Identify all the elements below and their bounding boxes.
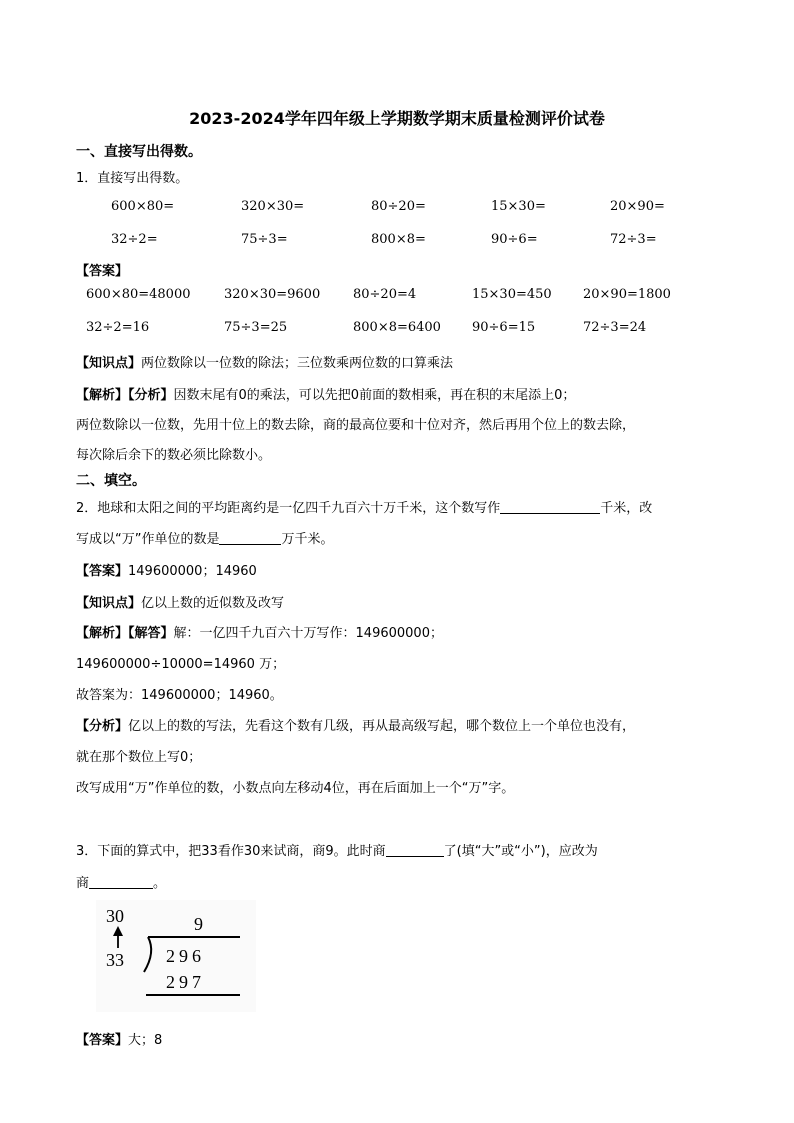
q3-text: 了(填“大”或“小”)，应改为 — [443, 844, 598, 859]
answer-blank[interactable] — [386, 842, 444, 857]
estimate-number: 30 — [106, 906, 124, 926]
knowledge-tag: 【知识点】 — [76, 356, 142, 371]
q2-line1 — [76, 497, 652, 516]
q2-analysis-line — [76, 715, 635, 734]
q1-answer-item: 80÷20=4 — [353, 287, 417, 302]
q1-answer-item: 15×30=450 — [472, 287, 552, 302]
analysis-tag: 【解析】 — [76, 388, 129, 403]
q2-text: 万千米。 — [281, 532, 334, 547]
analysis-text: 亿以上的数的写法，先看这个数有几级，再从最高级写起，哪个数位上一个单位也没有， — [128, 719, 636, 734]
knowledge-tag: 【知识点】 — [76, 596, 142, 611]
q1-item: 15×30= — [491, 199, 546, 214]
q1-prompt: 1．直接写出得数。 — [76, 171, 189, 186]
q1-answer-item: 320×30=9600 — [224, 287, 321, 302]
q1-item: 90÷6= — [491, 232, 538, 247]
q1-answer-item: 75÷3=25 — [224, 320, 288, 335]
long-division-figure — [96, 900, 256, 1012]
q3-text: 。 — [153, 876, 167, 891]
q3-text: 商 — [76, 876, 90, 891]
q2-analysis-line: 就在那个数位上写0； — [76, 750, 202, 765]
section2-heading: 二、填空。 — [76, 473, 146, 489]
q1-answer-item: 32÷2=16 — [86, 320, 150, 335]
q1-answer-item: 90÷6=15 — [472, 320, 536, 335]
q1-analysis-line: 每次除后余下的数必须比除数小。 — [76, 448, 272, 463]
q2-solve-line: 故答案为：149600000；14960。 — [76, 688, 283, 703]
knowledge-text: 亿以上数的近似数及改写 — [141, 596, 285, 611]
q1-item: 75÷3= — [241, 232, 288, 247]
analysis-sub-tag: 【分析】 — [76, 719, 129, 734]
knowledge-text: 两位数除以一位数的除法；三位数乘两位数的口算乘法 — [141, 356, 454, 371]
divisor-number: 33 — [106, 950, 124, 970]
q2-answer — [76, 560, 257, 579]
section1-heading: 一、直接写出得数。 — [76, 144, 202, 160]
q2-line2 — [76, 528, 334, 547]
q1-item: 800×8= — [371, 232, 426, 247]
dividend-number: 296 — [166, 946, 205, 966]
solve-text: 解：一亿四千九百六十万写作：149600000； — [173, 626, 443, 641]
q1-analysis-line — [76, 384, 575, 403]
q1-answer-item: 600×80=48000 — [86, 287, 191, 302]
q1-item: 72÷3= — [610, 232, 657, 247]
q3-answer — [76, 1029, 162, 1048]
analysis-tag: 【解析】 — [76, 626, 129, 641]
answer-blank[interactable] — [89, 874, 153, 889]
q2-text: 2．地球和太阳之间的平均距离约是一亿四千九百六十万千米，这个数写作 — [76, 501, 501, 516]
q1-knowledge — [76, 352, 453, 371]
q1-item: 20×90= — [610, 199, 665, 214]
solve-tag: 【解答】 — [128, 626, 174, 641]
analysis-sub-tag: 【分析】 — [128, 388, 174, 403]
q1-answer-item: 20×90=1800 — [583, 287, 671, 302]
q1-analysis-line: 两位数除以一位数，先用十位上的数去除，商的最高位要和十位对齐，然后再用个位上的数去除， — [76, 418, 636, 433]
q1-answer-tag: 【答案】 — [76, 264, 129, 279]
q1-item: 32÷2= — [111, 232, 158, 247]
answer-tag: 【答案】 — [76, 1033, 129, 1048]
answer-blank[interactable] — [219, 530, 281, 545]
q2-solve-line — [76, 622, 443, 641]
q2-knowledge — [76, 592, 284, 611]
analysis-text: 因数末尾有0的乘法，可以先把0前面的数相乘，再在积的末尾添上0； — [173, 388, 576, 403]
q2-text: 千米，改 — [600, 501, 653, 516]
q3-line2 — [76, 872, 166, 891]
q2-analysis-line: 改写成用“万”作单位的数，小数点向左移动4位，再在后面加上一个“万”字。 — [76, 781, 515, 796]
q3-line1 — [76, 840, 598, 859]
quotient-number: 9 — [194, 914, 203, 934]
q1-answer-item: 72÷3=24 — [583, 320, 647, 335]
q1-item: 320×30= — [241, 199, 305, 214]
q1-item: 80÷20= — [371, 199, 426, 214]
answer-blank[interactable] — [500, 499, 600, 514]
product-number: 297 — [166, 972, 205, 992]
answer-text: 149600000；14960 — [128, 564, 257, 579]
q1-item: 600×80= — [111, 199, 175, 214]
answer-tag: 【答案】 — [76, 564, 129, 579]
q1-answer-item: 800×8=6400 — [353, 320, 441, 335]
q2-text: 写成以“万”作单位的数是 — [76, 532, 220, 547]
page-title: 2023-2024学年四年级上学期数学期末质量检测评价试卷 — [189, 109, 605, 128]
answer-text: 大；8 — [128, 1033, 163, 1048]
q3-text: 3．下面的算式中，把33看作30来试商，商9。此时商 — [76, 844, 386, 859]
q2-solve-line: 149600000÷10000=14960 万； — [76, 657, 286, 672]
